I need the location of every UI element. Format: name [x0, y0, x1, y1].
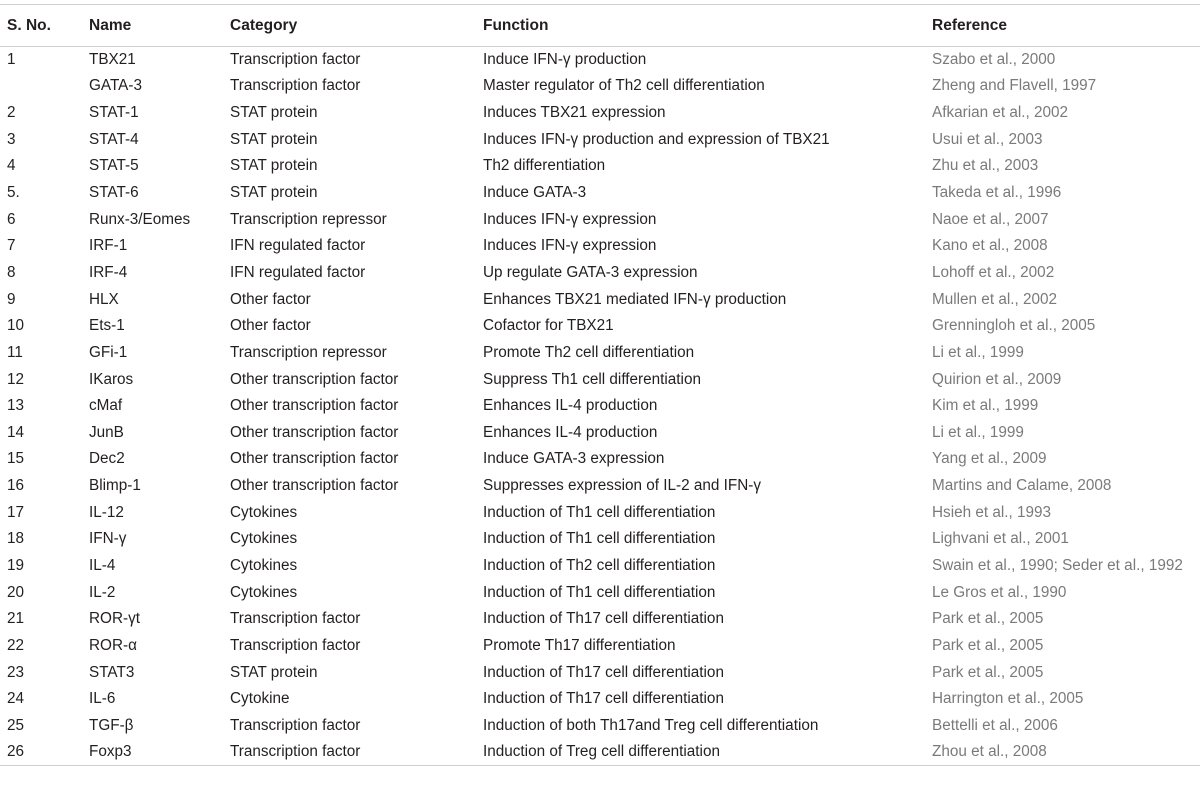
cell-name: IL-6 [89, 690, 116, 708]
cell-function: Up regulate GATA-3 expression [483, 263, 698, 281]
cell-serial-number: 11 [7, 343, 23, 361]
cell-serial-number: 18 [7, 530, 25, 548]
cell-category: Transcription repressor [230, 210, 387, 228]
cell-name: Foxp3 [89, 739, 230, 766]
table-row [0, 446, 1200, 473]
cell-reference: Harrington et al., 2005 [932, 690, 1084, 708]
cell-name: GATA-3 [89, 77, 142, 95]
cell-reference: Hsieh et al., 1993 [932, 503, 1052, 521]
cell-reference: Takeda et al., 1996 [932, 184, 1062, 202]
cell-category: Transcription factor [230, 77, 361, 95]
cell-function: Enhances IL-4 production [483, 423, 658, 441]
cell-name: Dec2 [89, 450, 125, 468]
header-row [0, 5, 1200, 47]
cell-name: HLX [89, 290, 119, 308]
cell-category: STAT protein [230, 184, 318, 202]
cell-category: STAT protein [230, 663, 318, 681]
cell-function: Induction of Th1 cell differentiation [483, 503, 716, 521]
cell-serial-number: 8 [7, 263, 16, 281]
cell-function: Enhances IL-4 production [483, 397, 658, 415]
table-row [0, 153, 1200, 180]
table-row [0, 473, 1200, 500]
cell-name: cMaf [89, 397, 123, 415]
table-row [0, 713, 1200, 740]
table-row [0, 313, 1200, 340]
cell-category: Transcription factor [230, 51, 361, 69]
cell-name: IL-4 [89, 556, 116, 574]
cell-name: Blimp-1 [89, 477, 141, 495]
cell-category: Transcription factor [230, 739, 483, 766]
cell-category: STAT protein [230, 130, 318, 148]
table-row [0, 206, 1200, 233]
cell-serial-number: 6 [7, 210, 16, 228]
table-row [0, 606, 1200, 633]
table-row [0, 739, 1200, 766]
table-body [0, 47, 1200, 766]
cell-category: Other transcription factor [230, 397, 399, 415]
cell-name: Ets-1 [89, 317, 125, 335]
cell-category: Other transcription factor [230, 423, 399, 441]
table-row [0, 286, 1200, 313]
cell-category: Cytokine [230, 690, 290, 708]
cell-serial-number: 17 [7, 503, 25, 521]
cell-serial-number [0, 73, 89, 100]
cell-function: Induction of Treg cell differentiation [483, 739, 932, 766]
cell-function: Induction of Th17 cell differentiation [483, 663, 724, 681]
cell-category: IFN regulated factor [230, 237, 366, 255]
cell-serial-number: 25 [7, 716, 25, 734]
cell-reference: Bettelli et al., 2006 [932, 716, 1058, 734]
cell-serial-number: 12 [7, 370, 25, 388]
cell-serial-number: 14 [7, 423, 25, 441]
cell-name: Runx-3/Eomes [89, 210, 191, 228]
header-name: Name [89, 5, 230, 47]
table-row [0, 633, 1200, 660]
cell-category: Other factor [230, 317, 311, 335]
cell-category: Transcription factor [230, 716, 361, 734]
cell-category: STAT protein [230, 104, 318, 122]
table-row [0, 180, 1200, 207]
table-row [0, 579, 1200, 606]
cell-name: ROR-γt [89, 610, 140, 628]
cell-reference: Park et al., 2005 [932, 636, 1044, 654]
cell-name: ROR-α [89, 636, 137, 654]
table-row [0, 366, 1200, 393]
table-row [0, 526, 1200, 553]
cell-function: Cofactor for TBX21 [483, 317, 614, 335]
cell-category: IFN regulated factor [230, 263, 366, 281]
table-row [0, 126, 1200, 153]
table-row [0, 233, 1200, 260]
cell-serial-number: 21 [7, 610, 25, 628]
cell-category: STAT protein [230, 157, 318, 175]
cell-serial-number: 15 [7, 450, 25, 468]
cell-name: IL-2 [89, 583, 116, 601]
cell-function: Th2 differentiation [483, 157, 606, 175]
cell-category: Other factor [230, 290, 311, 308]
cell-serial-number: 19 [7, 556, 25, 574]
table-row [0, 686, 1200, 713]
cell-function: Induces TBX21 expression [483, 104, 666, 122]
cell-serial-number: 2 [7, 104, 16, 122]
table-row [0, 47, 1200, 74]
table-row [0, 340, 1200, 367]
cell-function: Induction of Th1 cell differentiation [483, 530, 716, 548]
cell-serial-number: 3 [7, 130, 16, 148]
cell-reference: Le Gros et al., 1990 [932, 583, 1067, 601]
header-reference: Reference [932, 5, 1200, 47]
cell-function: Induce IFN-γ production [483, 51, 647, 69]
cell-name: STAT-1 [89, 104, 139, 122]
cell-serial-number: 24 [7, 690, 25, 708]
cell-reference: Afkarian et al., 2002 [932, 104, 1069, 122]
cell-category: Cytokines [230, 583, 298, 601]
cell-serial-number: 10 [7, 317, 25, 335]
cell-serial-number: 22 [7, 636, 25, 654]
cell-category: Transcription repressor [230, 343, 387, 361]
table-row [0, 393, 1200, 420]
cell-category: Cytokines [230, 556, 298, 574]
cell-function: Induction of Th17 cell differentiation [483, 610, 724, 628]
table-header [0, 5, 1200, 47]
cell-name: STAT-5 [89, 157, 139, 175]
cell-function: Induce GATA-3 expression [483, 450, 665, 468]
cell-reference: Grenningloh et al., 2005 [932, 317, 1096, 335]
cell-function: Induction of both Th17and Treg cell differentiation [483, 716, 819, 734]
cell-function: Induction of Th1 cell differentiation [483, 583, 716, 601]
cell-name: IKaros [89, 370, 134, 388]
cell-category: Other transcription factor [230, 370, 399, 388]
cell-reference: Zheng and Flavell, 1997 [932, 77, 1097, 95]
cell-serial-number: 16 [7, 477, 25, 495]
cell-name: STAT-4 [89, 130, 139, 148]
cell-reference: Kano et al., 2008 [932, 237, 1048, 255]
cell-category: Other transcription factor [230, 477, 399, 495]
cell-reference: Naoe et al., 2007 [932, 210, 1049, 228]
cell-function: Promote Th17 differentiation [483, 636, 676, 654]
cell-reference: Mullen et al., 2002 [932, 290, 1058, 308]
cell-name: STAT3 [89, 663, 135, 681]
cell-function: Suppresses expression of IL-2 and IFN-γ [483, 477, 762, 495]
cell-function: Induces IFN-γ production and expression of TBX21 [483, 130, 830, 148]
header-function: Function [483, 5, 932, 47]
table-row [0, 100, 1200, 127]
cell-function: Induction of Th2 cell differentiation [483, 556, 716, 574]
cell-name: JunB [89, 423, 124, 441]
cell-name: IFN-γ [89, 530, 127, 548]
cell-name: IL-12 [89, 503, 124, 521]
cell-reference: Park et al., 2005 [932, 663, 1044, 681]
cell-serial-number: 1 [7, 51, 16, 69]
cell-function: Induces IFN-γ expression [483, 210, 657, 228]
cell-name: TBX21 [89, 51, 136, 69]
cell-serial-number: 4 [7, 157, 16, 175]
cell-category: Transcription factor [230, 636, 361, 654]
cell-name: GFi-1 [89, 343, 128, 361]
cell-serial-number: 20 [7, 583, 25, 601]
cell-serial-number: 13 [7, 397, 25, 415]
cell-serial-number: 5. [7, 184, 20, 202]
cell-serial-number: 23 [7, 663, 25, 681]
cell-reference: Kim et al., 1999 [932, 397, 1039, 415]
cell-reference: Park et al., 2005 [932, 610, 1044, 628]
cell-name: IRF-1 [89, 237, 128, 255]
cell-serial-number: 9 [7, 290, 16, 308]
cell-name: STAT-6 [89, 184, 139, 202]
table-row [0, 419, 1200, 446]
table-row [0, 499, 1200, 526]
table-row [0, 659, 1200, 686]
cell-serial-number: 7 [7, 237, 16, 255]
cell-reference: Swain et al., 1990; Seder et al., 1992 [932, 556, 1183, 574]
cell-reference: Li et al., 1999 [932, 343, 1024, 361]
cell-function: Suppress Th1 cell differentiation [483, 370, 701, 388]
cell-function: Induces IFN-γ expression [483, 237, 657, 255]
cell-function: Master regulator of Th2 cell differentiation [483, 77, 765, 95]
cell-category: Cytokines [230, 503, 298, 521]
transcription-factor-table [0, 4, 1200, 766]
cell-category: Cytokines [230, 530, 298, 548]
cell-reference: Quirion et al., 2009 [932, 370, 1062, 388]
cell-category: Transcription factor [230, 610, 361, 628]
cell-function: Promote Th2 cell differentiation [483, 343, 695, 361]
cell-reference: Li et al., 1999 [932, 423, 1024, 441]
cell-reference: Yang et al., 2009 [932, 450, 1047, 468]
cell-serial-number: 26 [0, 739, 89, 766]
cell-function: Enhances TBX21 mediated IFN-γ production [483, 290, 787, 308]
cell-name: TGF-β [89, 716, 134, 734]
cell-reference: Lighvani et al., 2001 [932, 530, 1069, 548]
cell-name: IRF-4 [89, 263, 128, 281]
table-row [0, 260, 1200, 287]
header-serial-number: S. No. [0, 5, 89, 47]
header-category: Category [230, 5, 483, 47]
cell-function: Induce GATA-3 [483, 184, 587, 202]
cell-category: Other transcription factor [230, 450, 399, 468]
cell-reference: Martins and Calame, 2008 [932, 477, 1112, 495]
cell-reference: Szabo et al., 2000 [932, 51, 1056, 69]
cell-reference: Zhu et al., 2003 [932, 157, 1039, 175]
cell-function: Induction of Th17 cell differentiation [483, 690, 724, 708]
cell-reference: Zhou et al., 2008 [932, 739, 1200, 766]
cell-reference: Lohoff et al., 2002 [932, 263, 1055, 281]
table-row [0, 73, 1200, 100]
cell-reference: Usui et al., 2003 [932, 130, 1043, 148]
table-row [0, 553, 1200, 580]
